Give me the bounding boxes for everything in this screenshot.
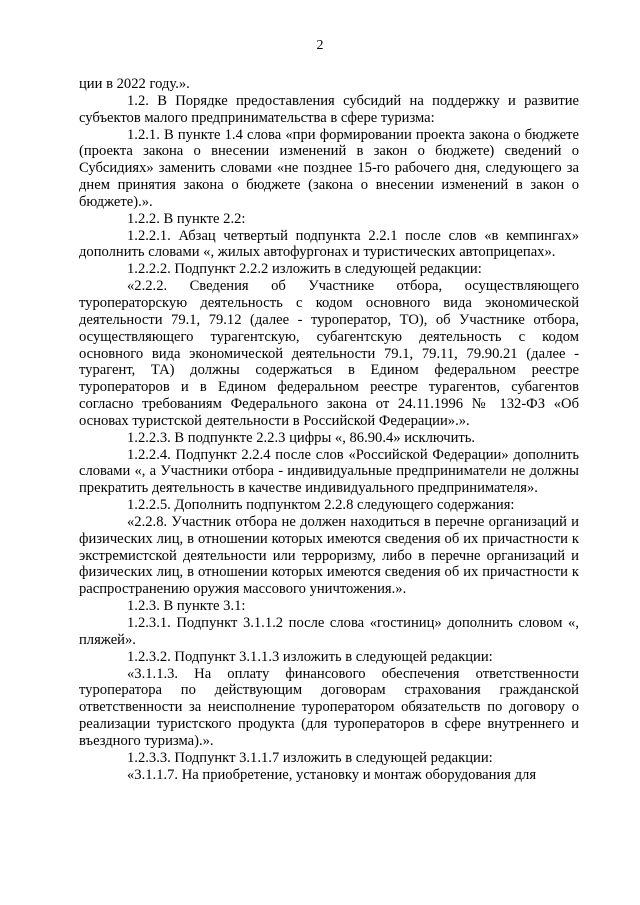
paragraph-1-2-3-2: 1.2.3.2. Подпункт 3.1.1.3 изложить в следующей редакции: — [127, 648, 493, 665]
paragraph-1-2-2-2: 1.2.2.2. Подпункт 2.2.2 изложить в следующей редакции: — [127, 261, 482, 278]
paragraph-1-2-3-1: 1.2.3.1. Подпункт 3.1.1.2 после слова «гостиниц» дополнить словом «, пляжей». — [79, 615, 579, 648]
paragraph-1-2: 1.2. В Порядке предоставления субсидий на поддержку и развитие субъектов малого предпринимательства в сфере туризма: — [79, 92, 579, 126]
paragraph-1-2-2-3: 1.2.2.3. В подпункте 2.2.3 цифры «, 86.90.4» исключить. — [127, 429, 476, 446]
document-body — [79, 76, 579, 783]
paragraph-continuation: ции в 2022 году.». — [79, 76, 190, 92]
paragraph-1-2-1: 1.2.1. В пункте 1.4 слова «при формировании проекта закона о бюджете (проекта закона о внесении изменений в закон о бюджете) сведений о Субсидиях» заменить словами «не позднее 15-го рабочего дня, следующего за днем принятия закона о бюджете (закона о внесении изменений в закон о бюджете).». — [79, 126, 579, 210]
paragraph-quote-3-1-1-7: «3.1.1.7. На приобретение, установку и монтаж оборудования для — [127, 766, 537, 783]
paragraph-1-2-3: 1.2.3. В пункте 3.1: — [127, 598, 246, 615]
paragraph-quote-3-1-1-3: «3.1.1.3. На оплату финансового обеспечения ответственности туроператора по действующим договорам страхования гражданской ответственности за неисполнение туроператором обязательств по договору о реализации туристского продукта (для туроператоров в сфере внутреннего и въездного туризма).». — [79, 665, 579, 749]
paragraph-quote-2-2-8: «2.2.8. Участник отбора не должен находиться в перечне организаций и физических лиц, в отношении которых имеются сведения об их причастности к экстремистской деятельности или терроризму, либо в перечне организаций и физических лиц, в отношении которых имеются сведения об их причастности к распространению оружия массового уничтожения.». — [79, 513, 579, 598]
paragraph-1-2-2: 1.2.2. В пункте 2.2: — [127, 210, 246, 227]
paragraph-1-2-2-1: 1.2.2.1. Абзац четвертый подпункта 2.2.1 после слов «в кемпингах» дополнить словами «, жилых автофургонах и туристических автоприцепах». — [79, 227, 579, 261]
paragraph-1-2-3-3: 1.2.3.3. Подпункт 3.1.1.7 изложить в следующей редакции: — [127, 749, 493, 766]
paragraph-quote-2-2-2: «2.2.2. Сведения об Участнике отбора, осуществляющего туроператорскую деятельность с кодом основного вида экономической деятельности 79.1, 79.12 (далее - туроператор, ТО), об Участнике отбора, осуществляющего турагентскую, субагентскую деятельность с кодом основного вида экономической деятельности 79.1, 79.11, 79.90.21 (далее - турагент, ТА) должны содержаться в Едином федеральном реестре туроператоров и в Едином федеральном реестре турагентов, субагентов согласно требованиям Федерального закона от 24.11.1996 № 132-ФЗ «Об основах туристской деятельности в Российской Федерации».». — [79, 278, 579, 429]
paragraph-1-2-2-4: 1.2.2.4. Подпункт 2.2.4 после слов «Российской Федерации» дополнить словами «, а Участники отбора - индивидуальные предприниматели не должны прекратить деятельность в качестве индивидуального предпринимателя». — [79, 446, 579, 497]
paragraph-1-2-2-5: 1.2.2.5. Дополнить подпунктом 2.2.8 следующего содержания: — [127, 497, 515, 514]
page-number: 2 — [316, 38, 324, 53]
